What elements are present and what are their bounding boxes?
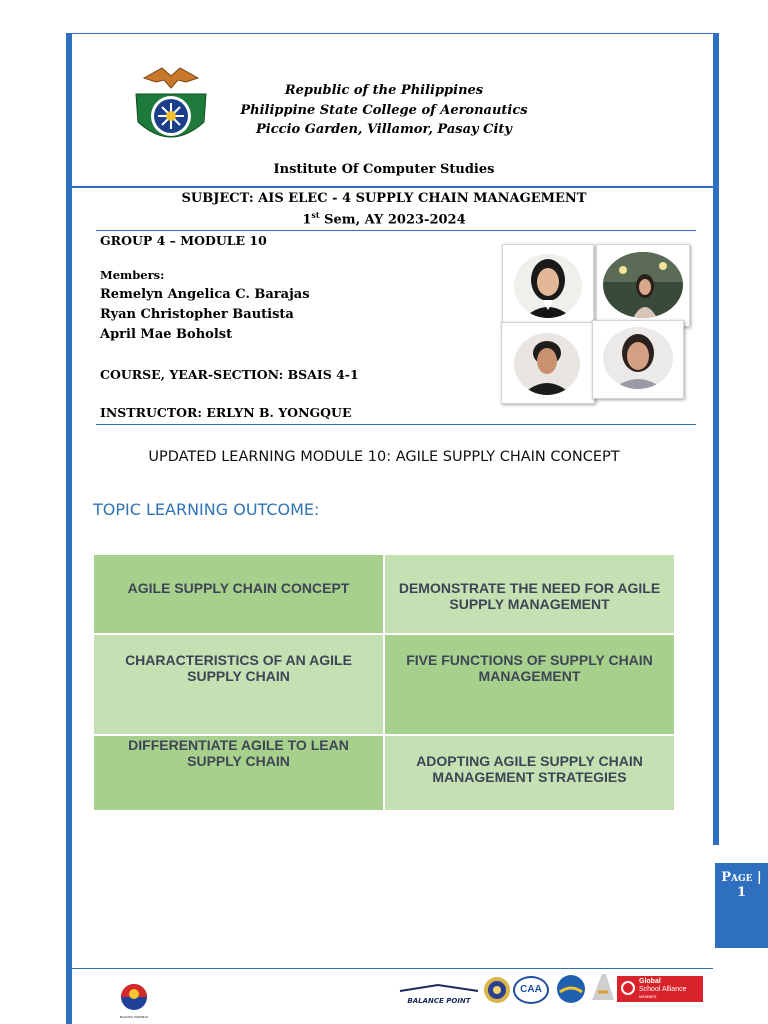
outcome-cell: ADOPTING AGILE SUPPLY CHAIN MANAGEMENT STRATEGIES: [384, 735, 675, 811]
outcome-cell: DIFFERENTIATE AGILE TO LEAN SUPPLY CHAIN: [93, 735, 384, 811]
course-section: COURSE, YEAR-SECTION: BSAIS 4-1: [100, 367, 359, 382]
member-photo: [592, 320, 684, 399]
page-frame-top: [66, 33, 719, 34]
bagong-pilipinas-logo: [118, 981, 150, 1017]
member-photo: [502, 244, 594, 327]
page-frame-left: [66, 33, 72, 1024]
balance-point-logo: [398, 978, 480, 1005]
members-label: Members:: [100, 268, 165, 282]
footer-rule: [72, 968, 713, 969]
gsa-line1: Global: [639, 978, 661, 985]
gsa-icon: [621, 981, 635, 995]
semester-line: 1st Sem, AY 2023-2024: [302, 210, 466, 228]
members-rule: [96, 424, 696, 425]
header-address: Piccio Garden, Villamor, Pasay City: [256, 122, 512, 137]
page-label: Page |: [721, 870, 762, 885]
header-college: Philippine State College of Aeronautics: [240, 103, 528, 118]
outcome-cell: DEMONSTRATE THE NEED FOR AGILE SUPPLY MANAGEMENT: [384, 554, 675, 634]
gsa-line2: School Alliance: [639, 986, 687, 993]
wing-logo: [590, 972, 616, 1002]
module-title: UPDATED LEARNING MODULE 10: AGILE SUPPLY CHAIN CONCEPT: [148, 449, 620, 465]
instructor-name: INSTRUCTOR: ERLYN B. YONGQUE: [100, 405, 352, 420]
member-photo: [501, 322, 595, 404]
header-rule: [66, 186, 715, 188]
institute-name: Institute Of Computer Studies: [273, 162, 495, 177]
header-republic: Republic of the Philippines: [284, 83, 484, 98]
member-photo: [596, 244, 690, 327]
gsa-line3: MEMBER: [639, 994, 657, 999]
outcome-heading: TOPIC LEARNING OUTCOME:: [93, 500, 320, 519]
outcome-cell: FIVE FUNCTIONS OF SUPPLY CHAIN MANAGEMENT: [384, 634, 675, 735]
page-number: 1: [736, 885, 747, 900]
outcome-cell: AGILE SUPPLY CHAIN CONCEPT: [93, 554, 384, 634]
subject-rule: [96, 230, 696, 231]
balance-point-text: BALANCE POINT: [407, 997, 471, 1005]
member-name: Ryan Christopher Bautista: [100, 307, 294, 322]
group-label: GROUP 4 – MODULE 10: [100, 233, 267, 248]
caa-logo: CAA: [513, 976, 549, 1004]
seal-logo: [483, 976, 511, 1004]
page-frame-right: [713, 33, 719, 845]
outcome-cell: CHARACTERISTICS OF AN AGILE SUPPLY CHAIN: [93, 634, 384, 735]
member-name: April Mae Boholst: [100, 327, 233, 342]
global-school-alliance-logo: [617, 976, 703, 1002]
page-number-tab: [715, 863, 768, 948]
subject-line: SUBJECT: AIS ELEC - 4 SUPPLY CHAIN MANAGEMENT: [181, 191, 587, 206]
member-name: Remelyn Angelica C. Barajas: [100, 287, 310, 302]
globe-logo: [556, 974, 586, 1004]
bagong-pilipinas-text: BAGONG PILIPINAS: [119, 1015, 149, 1019]
